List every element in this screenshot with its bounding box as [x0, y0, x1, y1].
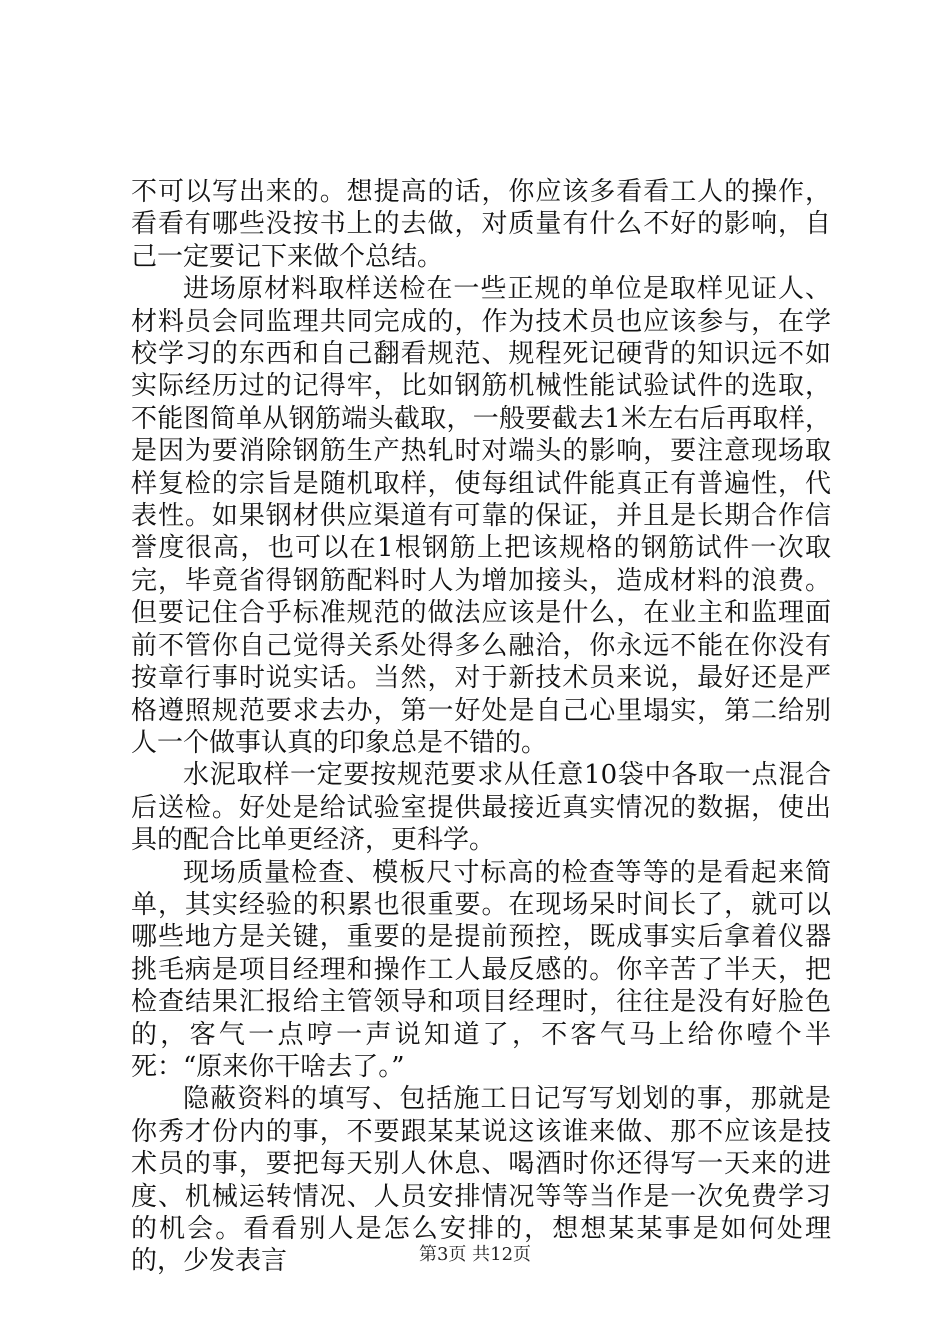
paragraph-5: 隐蔽资料的填写、包括施工日记写写划划的事，那就是你秀才份内的事，不要跟某某说这该谁来做、那不应该是技术员的事，要把每天别人休息、喝酒时你还得写一天来的进度、机械运转情况、人员安排情况等等当作是一次免费学习的机会。看看别人是怎么安排的，想想某某事是如何处理的，少发表言 [131, 1084, 831, 1277]
paragraph-3: 水泥取样一定要按规范要求从任意10袋中各取一点混合后送检。好处是给试验室提供最接近真实情况的数据，使出具的配合比单更经济，更科学。 [131, 760, 831, 856]
document-body [131, 176, 831, 1278]
paragraph-1: 不可以写出来的。想提高的话，你应该多看看工人的操作，看看有哪些没按书上的去做，对质量有什么不好的影响，自己一定要记下来做个总结。 [131, 177, 831, 272]
page-number-footer: 第3页 共12页 [418, 1244, 532, 1265]
paragraph-2: 进场原材料取样送检在一些正规的单位是取样见证人、材料员会同监理共同完成的，作为技术员也应该参与，在学校学习的东西和自己翻看规范、规程死记硬背的知识远不如实际经历过的记得牢，比如钢筋机械性能试验试件的选取，不能图简单从钢筋端头截取，一般要截去1米左右后再取样，是因为要消除钢筋生产热轧时对端头的影响，要注意现场取样复检的宗旨是随机取样，使每组试件能真正有普遍性，代表性。如果钢材供应渠道有可靠的保证，并且是长期合作信誉度很高，也可以在1根钢筋上把该规格的钢筋试件一次取完，毕竟省得钢筋配料时人为增加接头，造成材料的浪费。但要记住合乎标准规范的做法应该是什么，在业主和监理面前不管你自己觉得关系处得多么融洽，你永远不能在你没有按章行事时说实话。当然，对于新技术员来说，最好还是严格遵照规范要求去办，第一好处是自己心里塌实，第二给别人一个做事认真的印象总是不错的。 [131, 274, 831, 758]
paragraph-4: 现场质量检查、模板尺寸标高的检查等等的是看起来简单，其实经验的积累也很重要。在现场呆时间长了，就可以哪些地方是关键，重要的是提前预控，既成事实后拿着仪器挑毛病是项目经理和操作工人最反感的。你辛苦了半天，把检查结果汇报给主管领导和项目经理时，往往是没有好脸色的，客气一点哼一声说知道了，不客气马上给你噎个半死：“原来你干啥去了。” [131, 857, 831, 1082]
